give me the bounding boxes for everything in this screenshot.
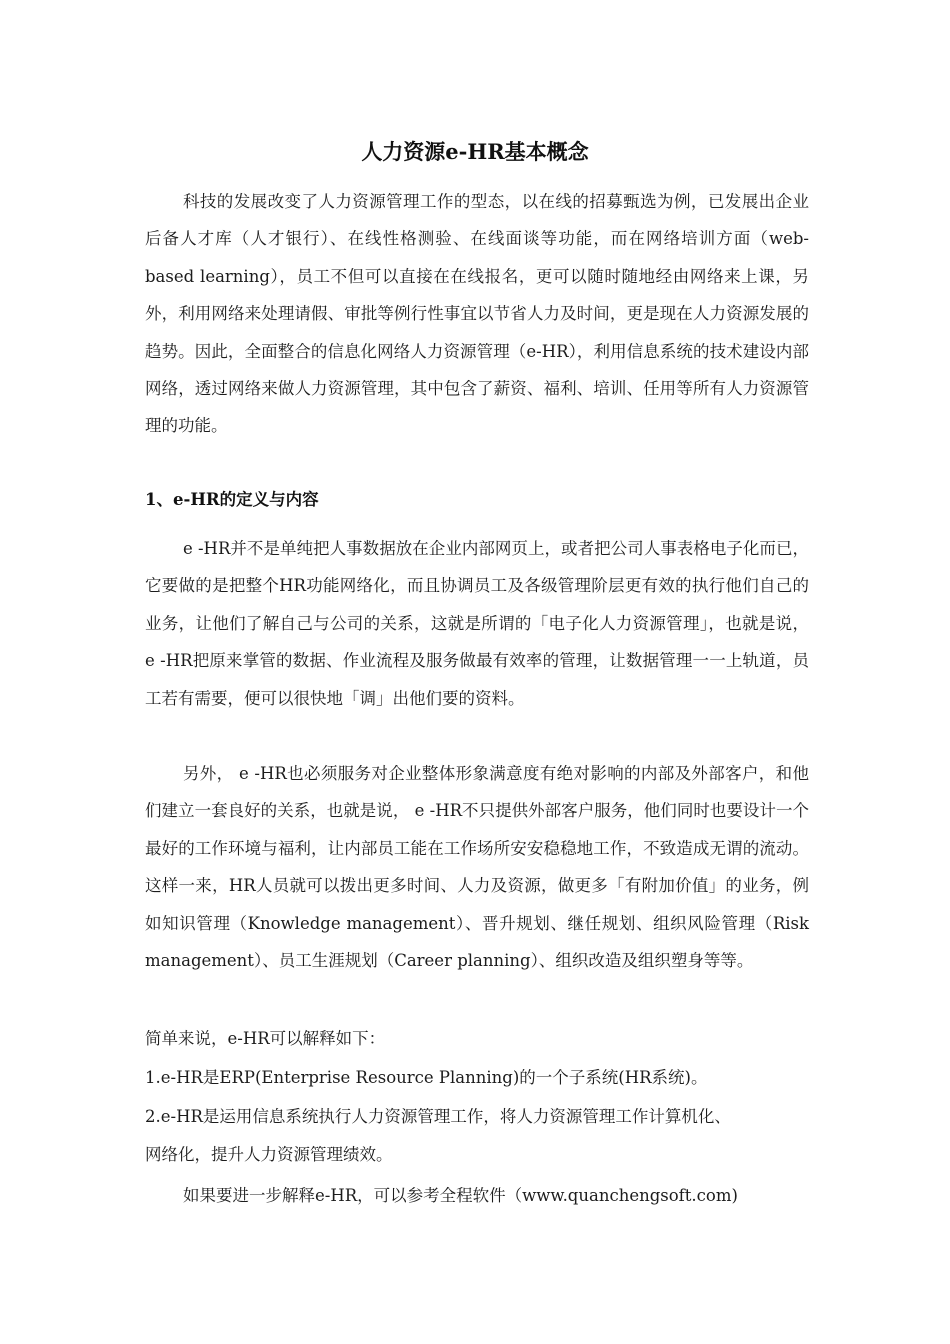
intro-paragraph: 科技的发展改变了人力资源管理工作的型态，以在线的招募甄选为例，已发展出企业后备人才库（人才银行）、在线性格测验、在线面谈等功能，而在网络培训方面（web-based learning），员工不但可以直接在在线报名，更可以随时随地经由网络来上课，另外，利用网络来处理请假、审批等例行性事宜以节省人力及时间，更是现在人力资源发展的趋势。因此，全面整合的信息化网络人力资源管理（e-HR），利用信息系统的技术建设内部网络，透过网络来做人力资源管理，其中包含了薪资、福利、培训、任用等所有人力资源管理的功能。 (145, 192, 809, 436)
summary-point-1: 1.e-HR是ERP(Enterprise Resource Planning)的一个子系统(HR系统)。 (145, 1068, 708, 1087)
summary-point-2-line-1: 2.e-HR是运用信息系统执行人力资源管理工作，将人力资源管理工作计算机化、 (145, 1107, 731, 1126)
summary-point-2-line-2: 网络化，提升人力资源管理绩效。 (145, 1145, 393, 1164)
definition-paragraph-2: 另外， e -HR也必须服务对企业整体形象满意度有绝对影响的内部及外部客户，和他们建立一套良好的关系，也就是说， e -HR不只提供外部客户服务，他们同时也要设计一个最好的工作环境与福利，让内部员工能在工作场所安安稳稳地工作，不致造成无谓的流动。这样一来，HR人员就可以拨出更多时间、人力及资源，做更多「有附加价值」的业务，例如知识管理（Knowledge management）、晋升规划、继任规划、组织风险管理（Risk management）、员工生涯规划（Career planning）、组织改造及组织塑身等等。 (145, 764, 809, 971)
summary-intro: 简单来说，e-HR可以解释如下： (145, 1029, 386, 1048)
closing-line: 如果要进一步解释e-HR，可以参考全程软件（www.quanchengsoft.com) (183, 1186, 738, 1205)
document-title: 人力资源e-HR基本概念 (361, 139, 589, 164)
section-heading-definition: 1、e-HR的定义与内容 (145, 490, 319, 509)
definition-paragraph-1: e -HR并不是单纯把人事数据放在企业内部网页上，或者把公司人事表格电子化而已，它要做的是把整个HR功能网络化，而且协调员工及各级管理阶层更有效的执行他们自己的业务，让他们了解自己与公司的关系，这就是所谓的「电子化人力资源管理」，也就是说， e -HR把原来掌管的数据、作业流程及服务做最有效率的管理，让数据管理一一上轨道，员工若有需要，便可以很快地「调」出他们要的资料。 (145, 539, 809, 708)
